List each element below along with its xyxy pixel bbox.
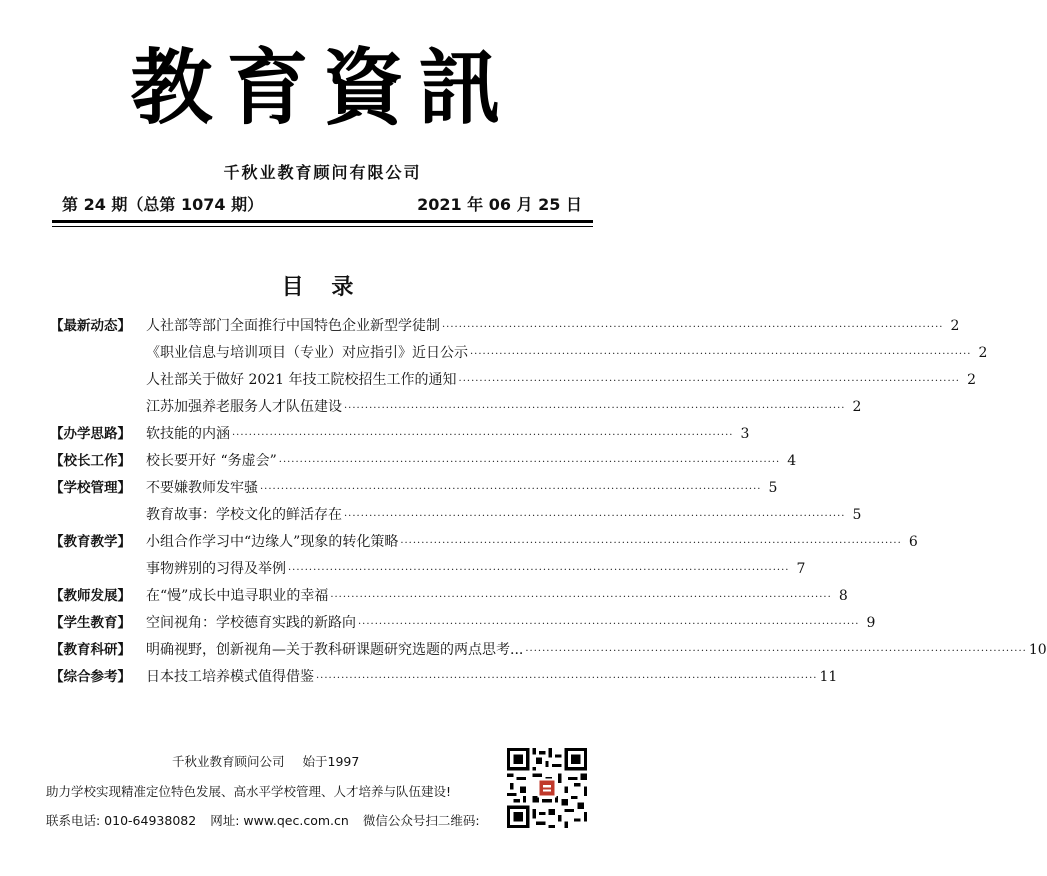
- toc-category: 【校长工作】: [50, 453, 131, 469]
- toc-row[interactable]: [50, 558, 806, 585]
- toc-article-title[interactable]: 在“慢”成长中追寻职业的幸福: [146, 588, 329, 604]
- toc-row[interactable]: [50, 477, 778, 504]
- toc-article-title[interactable]: 小组合作学习中“边缘人”现象的转化策略: [146, 534, 399, 550]
- toc-page-number: 2: [852, 399, 862, 415]
- toc-category: 【综合参考】: [50, 669, 131, 685]
- toc-dot-leader: ························································································································: [330, 592, 832, 603]
- footer-phone: 联系电话: 010-64938082: [46, 813, 197, 828]
- toc-article-title[interactable]: 教育故事：学校文化的鲜活存在: [146, 507, 342, 523]
- toc-row[interactable]: [50, 639, 1047, 666]
- toc-article-title[interactable]: 日本技工培养模式值得借鉴: [146, 669, 314, 685]
- issue-number: 第 24 期（总第 1074 期）: [62, 195, 264, 214]
- footer-contact-line: [46, 811, 480, 829]
- toc-row[interactable]: [50, 666, 838, 693]
- footer-since: 始于1997: [302, 754, 360, 769]
- toc-row[interactable]: [50, 585, 848, 612]
- toc-entry: [146, 450, 797, 474]
- toc-entry: [146, 558, 806, 582]
- toc-title: 目 录: [281, 275, 364, 300]
- toc-page-number: 8: [838, 588, 848, 604]
- toc-page-number: 10: [1028, 642, 1047, 658]
- toc-dot-leader: ························································································································: [400, 538, 902, 549]
- toc-article-title[interactable]: 《职业信息与培训项目（专业）对应指引》近日公示: [146, 345, 468, 361]
- toc-dot-leader: ························································································································: [344, 403, 846, 414]
- header-rule-thin: [52, 226, 593, 227]
- toc-article-title[interactable]: 江苏加强养老服务人才队伍建设: [146, 399, 342, 415]
- toc-entry: [146, 342, 988, 366]
- toc-entry: [146, 477, 778, 501]
- footer-slogan: 助力学校实现精准定位特色发展、高水平学校管理、人才培养与队伍建设!: [46, 784, 452, 799]
- toc-article-title[interactable]: 人社部等部门全面推行中国特色企业新型学徒制: [146, 318, 440, 334]
- toc-row[interactable]: [50, 612, 876, 639]
- toc-row[interactable]: [50, 396, 862, 423]
- toc-dot-leader: ························································································································: [442, 322, 944, 333]
- toc-row[interactable]: [50, 315, 960, 342]
- footer-company-line: [172, 752, 359, 770]
- toc-article-title[interactable]: 校长要开好 “务虚会”: [146, 453, 277, 469]
- toc-entry: [146, 369, 976, 393]
- toc-category: 【最新动态】: [50, 318, 131, 334]
- toc-page-number: 9: [866, 615, 876, 631]
- toc-entry: [146, 531, 918, 555]
- toc-article-title[interactable]: 事物辨别的习得及举例: [146, 561, 286, 577]
- toc-dot-leader: ························································································································: [344, 511, 846, 522]
- toc-dot-leader: ························································································································: [288, 565, 790, 576]
- issue-date: 2021 年 06 月 25 日: [417, 195, 582, 214]
- toc-dot-leader: ························································································································: [525, 646, 1027, 657]
- toc-dot-leader: ························································································································: [316, 673, 818, 684]
- toc-entry: [146, 612, 876, 636]
- toc-page-number: 4: [787, 453, 797, 469]
- toc-row[interactable]: [50, 423, 750, 450]
- masthead-title: 教育資訊: [130, 40, 515, 136]
- issue-line: [62, 192, 582, 215]
- company-name: 千秋业教育顾问有限公司: [223, 163, 422, 182]
- toc-page-number: 2: [978, 345, 988, 361]
- toc-page-number: 7: [796, 561, 806, 577]
- toc-page-number: 2: [950, 318, 960, 334]
- toc-category: 【学校管理】: [50, 480, 131, 496]
- toc-entry: [146, 639, 1047, 663]
- toc-page-number: 5: [852, 507, 862, 523]
- toc-dot-leader: ························································································································: [358, 619, 860, 630]
- footer-website[interactable]: 网址: www.qec.com.cn: [210, 813, 349, 828]
- toc-entry: [146, 396, 862, 420]
- toc-row[interactable]: [50, 531, 918, 558]
- toc-page-number: 3: [740, 426, 750, 442]
- toc-entry: [146, 423, 750, 447]
- toc-row[interactable]: [50, 450, 797, 477]
- toc-category: 【教师发展】: [50, 588, 131, 604]
- toc-entry: [146, 585, 848, 609]
- footer-wechat: 微信公众号扫二维码:: [362, 813, 480, 828]
- header-rule-thick: [52, 220, 593, 223]
- toc-page-number: 11: [819, 669, 838, 685]
- toc-dot-leader: ························································································································: [458, 376, 960, 387]
- toc-entry: [146, 504, 862, 528]
- wechat-qr-code-icon[interactable]: [507, 748, 587, 828]
- toc-category: 【办学思路】: [50, 426, 131, 442]
- toc-article-title[interactable]: 明确视野，创新视角—关于教科研课题研究选题的两点思考...: [146, 642, 524, 658]
- toc-row[interactable]: [50, 504, 862, 531]
- toc-entry: [146, 315, 960, 339]
- toc-page-number: 2: [967, 372, 976, 388]
- toc-entry: [146, 666, 838, 690]
- toc-dot-leader: ························································································································: [232, 430, 734, 441]
- toc-article-title[interactable]: 不要嫌教师发牢骚: [146, 480, 258, 496]
- toc-article-title[interactable]: 空间视角：学校德育实践的新路向: [146, 615, 356, 631]
- toc-dot-leader: ························································································································: [278, 457, 781, 468]
- toc-article-title[interactable]: 人社部关于做好 2021 年技工院校招生工作的通知: [146, 372, 457, 388]
- toc-row[interactable]: [50, 342, 988, 369]
- toc-page-number: 6: [908, 534, 918, 550]
- toc-article-title[interactable]: 软技能的内涵: [146, 426, 230, 442]
- table-of-contents: [50, 315, 1047, 693]
- toc-dot-leader: ························································································································: [470, 349, 972, 360]
- footer-company: 千秋业教育顾问公司: [172, 754, 285, 769]
- toc-row[interactable]: [50, 369, 976, 396]
- toc-dot-leader: ························································································································: [260, 484, 762, 495]
- toc-category: 【教育教学】: [50, 534, 131, 550]
- toc-category: 【学生教育】: [50, 615, 131, 631]
- toc-page-number: 5: [768, 480, 778, 496]
- toc-category: 【教育科研】: [50, 642, 131, 658]
